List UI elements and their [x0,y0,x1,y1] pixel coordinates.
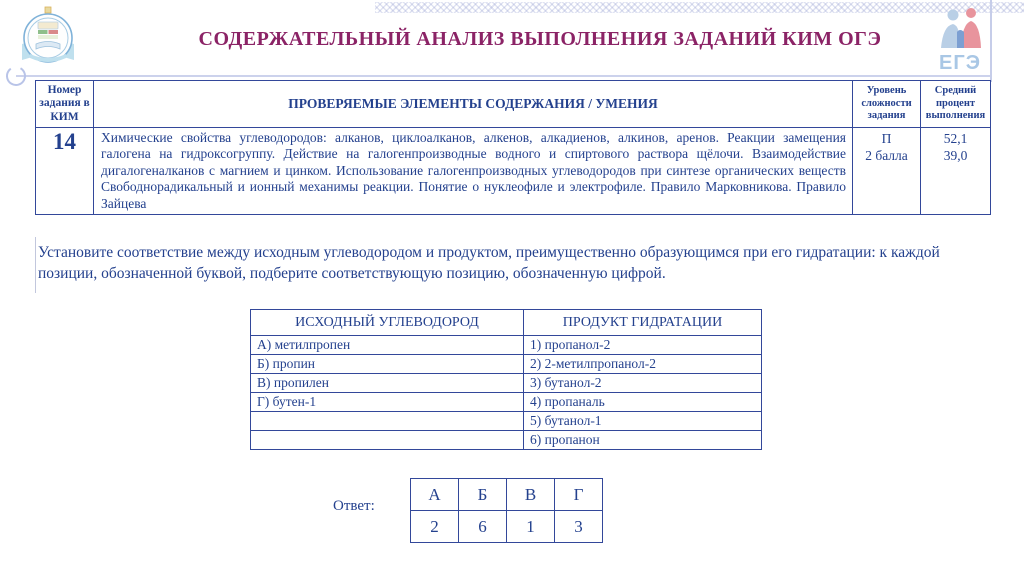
matching-cell-right: 5) бутанол-1 [524,412,762,431]
col-header-difficulty: Уровень сложности задания [853,81,921,128]
matching-cell-right: 3) бутанол-2 [524,374,762,393]
ege-logo [928,8,992,73]
matching-row [251,336,762,355]
matching-table [250,309,762,450]
answer-letter-cell: А [411,479,459,511]
matching-cell-right: 1) пропанол-2 [524,336,762,355]
answer-value-cell: 2 [411,511,459,543]
matching-row [251,393,762,412]
difficulty-points: 2 балла [865,148,908,163]
difficulty-level: П [881,131,892,146]
answer-values-row [411,511,603,543]
top-pattern-band [375,2,1024,13]
answer-value-cell: 6 [459,511,507,543]
percent-value-2: 39,0 [943,148,968,163]
paragraph-left-rule [35,237,36,293]
matching-row [251,374,762,393]
task-description: Установите соответствие между исходным углеводородом и продуктом, преимущественно образующимся при его гидратации: к каждой позиции, обозначенной буквой, подберите соответствующую позицию, обозначенную цифрой. [38,244,940,282]
analysis-table [35,80,991,215]
answer-table [410,478,603,543]
matching-cell-left [251,431,524,450]
task-number-cell: 14 [36,128,94,215]
matching-cell-left [251,412,524,431]
percent-value-1: 52,1 [943,131,968,146]
matching-cell-left: А) метилпропен [251,336,524,355]
matching-cell-left: Г) бутен-1 [251,393,524,412]
matching-row [251,355,762,374]
answer-letter-cell: Б [459,479,507,511]
col-header-task-number: Номер задания в КИМ [36,81,94,128]
col-header-content-elements: ПРОВЕРЯЕМЫЕ ЭЛЕМЕНТЫ СОДЕРЖАНИЯ / УМЕНИЯ [94,81,853,128]
col-header-avg-percent: Средний процент выполнения [921,81,991,128]
matching-cell-right: 4) пропаналь [524,393,762,412]
answer-letters-row [411,479,603,511]
answer-value-cell: 3 [555,511,603,543]
answer-value-cell: 1 [507,511,555,543]
answer-label: Ответ: [333,498,375,514]
answer-letter-cell: Г [555,479,603,511]
school-emblem-icon [20,6,76,79]
matching-row [251,412,762,431]
matching-cell-left: Б) пропин [251,355,524,374]
ege-logo-text: ЕГЭ [939,52,981,74]
matching-row [251,431,762,450]
matching-cell-right: 6) пропанон [524,431,762,450]
content-elements-cell: Химические свойства углеводородов: алканов, циклоалканов, алкенов, алкадиенов, алкинов, аренов. Реакции замещения галогена на гидроксогруппу. Действие на галогенпроизводные водного и спиртового раствора щёлочи. Взаимодействие дигалогеналканов с магнием и цинком. Использование галогенпроизводных углеводородов при синтезе органических веществ Свободнорадикальный и ионный механимы реакции. Понятие о нуклеофиле и электрофиле. Правило Марковникова. Правило Зайцева [94,128,853,215]
header-rule-line [16,75,990,77]
ege-figures-icon [933,8,987,50]
avg-percent-cell [921,128,991,215]
slide-title: СОДЕРЖАТЕЛЬНЫЙ АНАЛИЗ ВЫПОЛНЕНИЯ ЗАДАНИЙ КИМ ОГЭ [198,28,882,50]
difficulty-cell [853,128,921,215]
matching-header-product: ПРОДУКТ ГИДРАТАЦИИ [524,310,762,336]
matching-cell-left: В) пропилен [251,374,524,393]
matching-header-hydrocarbon: ИСХОДНЫЙ УГЛЕВОДОРОД [251,310,524,336]
answer-letter-cell: В [507,479,555,511]
matching-cell-right: 2) 2-метилпропанол-2 [524,355,762,374]
